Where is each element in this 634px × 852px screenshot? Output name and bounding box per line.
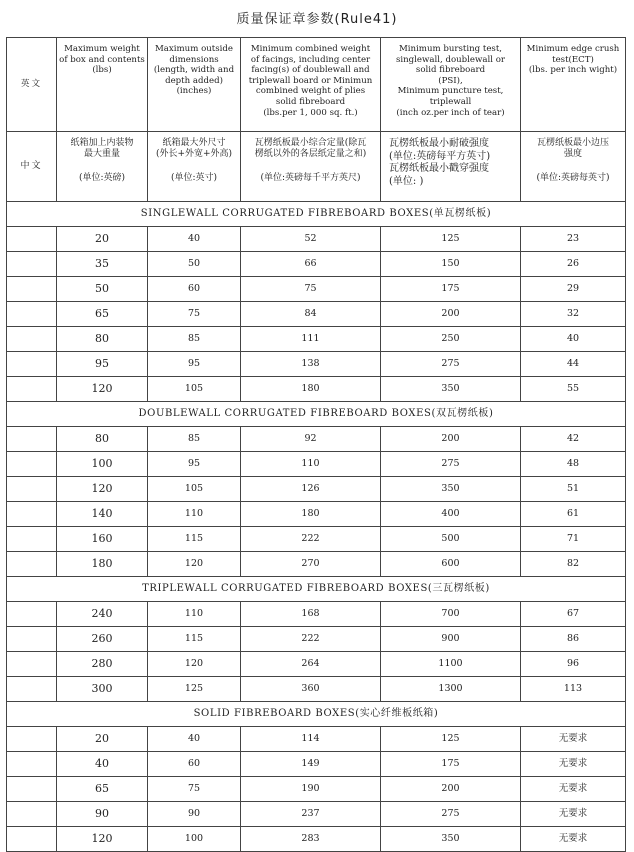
section-header-row: [7, 202, 626, 227]
header-line: solid fibreboard: [415, 65, 486, 76]
table-row: [7, 552, 626, 577]
table-row: [7, 652, 626, 677]
cell-edge-crush: 无要求: [521, 802, 626, 827]
cell-combined-weight: 270: [241, 552, 381, 577]
row-label-cell: [7, 452, 57, 477]
cell-max-dimensions: 75: [148, 302, 241, 327]
cell-max-weight: 40: [57, 752, 148, 777]
cell-edge-crush: 82: [521, 552, 626, 577]
header-en-bursting-test: [381, 38, 521, 132]
cell-combined-weight: 110: [241, 452, 381, 477]
cell-bursting-test: 350: [381, 827, 521, 852]
cell-bursting-test: 275: [381, 802, 521, 827]
header-line: Minimum puncture test,: [397, 86, 504, 97]
cell-max-weight: 50: [57, 277, 148, 302]
table-row: [7, 427, 626, 452]
cell-bursting-test: 700: [381, 602, 521, 627]
header-line: (lbs.per 1, 000 sq. ft.): [263, 107, 358, 118]
cell-bursting-test: 125: [381, 727, 521, 752]
header-line: Minimum combined weight: [250, 44, 371, 54]
cell-bursting-test: 600: [381, 552, 521, 577]
cell-combined-weight: 360: [241, 677, 381, 702]
section-header-row: [7, 402, 626, 427]
cell-bursting-test: 1100: [381, 652, 521, 677]
header-line: triplewall: [429, 96, 472, 107]
cell-edge-crush: 23: [521, 227, 626, 252]
header-line: 瓦楞纸板最小边压: [536, 138, 609, 148]
cell-edge-crush: 26: [521, 252, 626, 277]
cell-edge-crush: 44: [521, 352, 626, 377]
header-line: (单位: ): [389, 175, 424, 187]
cell-max-weight: 120: [57, 477, 148, 502]
header-line: solid fibreboard: [275, 96, 346, 107]
row-label-cell: [7, 677, 57, 702]
cell-combined-weight: 222: [241, 627, 381, 652]
cell-max-weight: 120: [57, 377, 148, 402]
section-title: SOLID FIBREBOARD BOXES(实心纤维板纸箱): [7, 702, 626, 727]
header-line: 瓦楞纸板最小综合定量(除瓦: [254, 138, 367, 148]
header-line: singlewall, doublewall or: [395, 54, 505, 65]
header-line: of facings, including center: [250, 54, 371, 65]
cell-max-dimensions: 75: [148, 777, 241, 802]
cell-max-weight: 260: [57, 627, 148, 652]
cell-bursting-test: 1300: [381, 677, 521, 702]
section-title: SINGLEWALL CORRUGATED FIBREBOARD BOXES(单瓦楞纸板): [7, 202, 626, 227]
cell-edge-crush: 96: [521, 652, 626, 677]
cell-max-weight: 280: [57, 652, 148, 677]
row-label-cell: [7, 227, 57, 252]
row-label-cell: [7, 527, 57, 552]
cell-max-dimensions: 105: [148, 477, 241, 502]
header-en-combined-weight: [241, 38, 381, 132]
table-row: [7, 677, 626, 702]
cell-edge-crush: 67: [521, 602, 626, 627]
table-row: [7, 327, 626, 352]
row-label-cell: [7, 652, 57, 677]
page-title: 质量保证章参数(Rule41): [236, 12, 398, 27]
table-row: [7, 227, 626, 252]
english-header-row: [7, 38, 626, 132]
cell-max-dimensions: 120: [148, 552, 241, 577]
cell-max-dimensions: 85: [148, 327, 241, 352]
table-row: [7, 602, 626, 627]
header-line: (lbs): [92, 65, 112, 76]
header-line: (inch oz.per inch of tear): [396, 107, 505, 118]
cell-max-dimensions: 60: [148, 752, 241, 777]
row-label-cell: [7, 327, 57, 352]
cell-bursting-test: 250: [381, 327, 521, 352]
cell-max-weight: 180: [57, 552, 148, 577]
english-label: 英文: [7, 38, 57, 132]
table-row: [7, 827, 626, 852]
header-line: facing(s) of doublewall and: [251, 65, 370, 76]
cell-max-dimensions: 110: [148, 602, 241, 627]
row-label-cell: [7, 427, 57, 452]
row-label-cell: [7, 502, 57, 527]
cell-max-weight: 100: [57, 452, 148, 477]
table-row: [7, 802, 626, 827]
cell-max-weight: 240: [57, 602, 148, 627]
header-cn-edge-crush: [521, 132, 626, 202]
header-line: triplewall board or Minimun: [248, 75, 373, 86]
header-line: 纸箱最大外尺寸: [162, 138, 226, 148]
cell-combined-weight: 168: [241, 602, 381, 627]
header-unit: (单位:英磅每千平方英尺): [260, 173, 361, 183]
header-line: of box and contents: [59, 54, 145, 65]
cell-combined-weight: 237: [241, 802, 381, 827]
header-cn-bursting-test: [381, 132, 521, 202]
cell-bursting-test: 200: [381, 427, 521, 452]
header-unit: (单位:英磅): [78, 173, 126, 183]
cell-edge-crush: 32: [521, 302, 626, 327]
header-cn-dimensions: [148, 132, 241, 202]
cell-combined-weight: 180: [241, 377, 381, 402]
cell-edge-crush: 61: [521, 502, 626, 527]
cell-max-weight: 20: [57, 227, 148, 252]
cell-combined-weight: 190: [241, 777, 381, 802]
table-row: [7, 452, 626, 477]
cell-max-weight: 120: [57, 827, 148, 852]
row-label-cell: [7, 752, 57, 777]
table-row: [7, 627, 626, 652]
header-line: (lbs. per inch wight): [528, 65, 618, 76]
row-label-cell: [7, 302, 57, 327]
header-en-dimensions: [148, 38, 241, 132]
cell-max-dimensions: 85: [148, 427, 241, 452]
cell-edge-crush: 48: [521, 452, 626, 477]
header-line: 强度: [563, 149, 582, 159]
cell-edge-crush: 无要求: [521, 827, 626, 852]
cell-combined-weight: 264: [241, 652, 381, 677]
cell-bursting-test: 275: [381, 352, 521, 377]
row-label-cell: [7, 602, 57, 627]
cell-max-weight: 35: [57, 252, 148, 277]
cell-bursting-test: 200: [381, 777, 521, 802]
cell-bursting-test: 500: [381, 527, 521, 552]
header-unit: (单位:英寸): [170, 173, 218, 183]
cell-edge-crush: 29: [521, 277, 626, 302]
header-cn-weight: [57, 132, 148, 202]
cell-bursting-test: 350: [381, 377, 521, 402]
cell-bursting-test: 175: [381, 277, 521, 302]
header-en-edge-crush: [521, 38, 626, 132]
table-row: [7, 277, 626, 302]
cell-combined-weight: 180: [241, 502, 381, 527]
cell-edge-crush: 55: [521, 377, 626, 402]
cell-max-weight: 65: [57, 777, 148, 802]
cell-bursting-test: 350: [381, 477, 521, 502]
header-line: Maximum outside: [155, 44, 233, 54]
cell-max-weight: 300: [57, 677, 148, 702]
row-label-cell: [7, 352, 57, 377]
table-row: [7, 377, 626, 402]
header-line: (外长+外宽+外高): [155, 149, 233, 159]
row-label-cell: [7, 477, 57, 502]
cell-bursting-test: 200: [381, 302, 521, 327]
cell-max-dimensions: 100: [148, 827, 241, 852]
cell-max-dimensions: 125: [148, 677, 241, 702]
chinese-header-row: [7, 132, 626, 202]
cell-combined-weight: 222: [241, 527, 381, 552]
header-line: depth added): [165, 75, 223, 86]
row-label-cell: [7, 802, 57, 827]
cell-max-weight: 80: [57, 327, 148, 352]
row-label-cell: [7, 552, 57, 577]
header-line: dimensions: [169, 54, 219, 65]
cell-max-dimensions: 105: [148, 377, 241, 402]
cell-max-dimensions: 95: [148, 452, 241, 477]
table-row: [7, 252, 626, 277]
cell-max-weight: 95: [57, 352, 148, 377]
header-unit: (单位:英磅每英寸): [536, 173, 610, 183]
cell-combined-weight: 138: [241, 352, 381, 377]
header-line: (PSI),: [438, 75, 463, 86]
cell-edge-crush: 51: [521, 477, 626, 502]
cell-max-weight: 140: [57, 502, 148, 527]
row-label-cell: [7, 377, 57, 402]
row-label-cell: [7, 727, 57, 752]
cell-max-weight: 20: [57, 727, 148, 752]
header-line: Minimum edge crush: [526, 44, 620, 54]
row-label-cell: [7, 777, 57, 802]
cell-combined-weight: 75: [241, 277, 381, 302]
row-label-cell: [7, 277, 57, 302]
header-line: (inches): [176, 86, 212, 97]
row-label-cell: [7, 252, 57, 277]
table-row: [7, 302, 626, 327]
header-line: Minimum bursting test,: [398, 44, 503, 54]
cell-bursting-test: 900: [381, 627, 521, 652]
cell-max-dimensions: 110: [148, 502, 241, 527]
cell-edge-crush: 113: [521, 677, 626, 702]
cell-max-dimensions: 50: [148, 252, 241, 277]
cell-max-dimensions: 115: [148, 527, 241, 552]
cell-combined-weight: 52: [241, 227, 381, 252]
table-row: [7, 777, 626, 802]
cell-max-dimensions: 40: [148, 227, 241, 252]
header-line: (单位:英磅每平方英寸): [389, 150, 491, 162]
cell-combined-weight: 126: [241, 477, 381, 502]
cell-bursting-test: 125: [381, 227, 521, 252]
section-title: DOUBLEWALL CORRUGATED FIBREBOARD BOXES(双瓦楞纸板): [7, 402, 626, 427]
cell-max-weight: 80: [57, 427, 148, 452]
section-title: TRIPLEWALL CORRUGATED FIBREBOARD BOXES(三瓦楞纸板): [7, 577, 626, 602]
header-line: 最大重量: [83, 149, 120, 159]
cell-edge-crush: 无要求: [521, 777, 626, 802]
table-row: [7, 502, 626, 527]
row-label-cell: [7, 627, 57, 652]
cell-max-dimensions: 60: [148, 277, 241, 302]
header-line: test(ECT): [552, 54, 594, 65]
cell-combined-weight: 92: [241, 427, 381, 452]
cell-max-dimensions: 90: [148, 802, 241, 827]
cell-max-dimensions: 120: [148, 652, 241, 677]
cell-max-weight: 160: [57, 527, 148, 552]
cell-combined-weight: 66: [241, 252, 381, 277]
header-line: 纸箱加上内装物: [70, 138, 134, 148]
table-row: [7, 752, 626, 777]
header-cn-combined-weight: [241, 132, 381, 202]
chinese-label: 中文: [7, 132, 57, 202]
cell-bursting-test: 275: [381, 452, 521, 477]
header-line: Maximum weight: [64, 44, 140, 54]
cell-edge-crush: 86: [521, 627, 626, 652]
cell-combined-weight: 283: [241, 827, 381, 852]
cell-bursting-test: 175: [381, 752, 521, 777]
header-line: 楞纸以外的各层纸定量之和): [254, 149, 367, 159]
cell-combined-weight: 114: [241, 727, 381, 752]
table-row: [7, 727, 626, 752]
cell-max-dimensions: 95: [148, 352, 241, 377]
rule41-table: [6, 37, 626, 852]
cell-max-dimensions: 115: [148, 627, 241, 652]
header-en-weight: [57, 38, 148, 132]
cell-edge-crush: 40: [521, 327, 626, 352]
cell-bursting-test: 400: [381, 502, 521, 527]
cell-max-weight: 90: [57, 802, 148, 827]
table-row: [7, 477, 626, 502]
section-header-row: [7, 577, 626, 602]
header-line: 瓦楞纸板最小耐破强度: [389, 138, 489, 149]
table-row: [7, 527, 626, 552]
header-line: (length, width and: [153, 65, 235, 76]
row-label-cell: [7, 827, 57, 852]
cell-edge-crush: 71: [521, 527, 626, 552]
cell-edge-crush: 无要求: [521, 727, 626, 752]
cell-max-dimensions: 40: [148, 727, 241, 752]
cell-bursting-test: 150: [381, 252, 521, 277]
header-line: 瓦楞纸板最小戳穿强度: [389, 163, 489, 174]
cell-edge-crush: 42: [521, 427, 626, 452]
table-row: [7, 352, 626, 377]
cell-combined-weight: 111: [241, 327, 381, 352]
section-header-row: [7, 702, 626, 727]
cell-edge-crush: 无要求: [521, 752, 626, 777]
header-line: combined weight of plies: [255, 86, 366, 97]
cell-max-weight: 65: [57, 302, 148, 327]
cell-combined-weight: 149: [241, 752, 381, 777]
cell-combined-weight: 84: [241, 302, 381, 327]
